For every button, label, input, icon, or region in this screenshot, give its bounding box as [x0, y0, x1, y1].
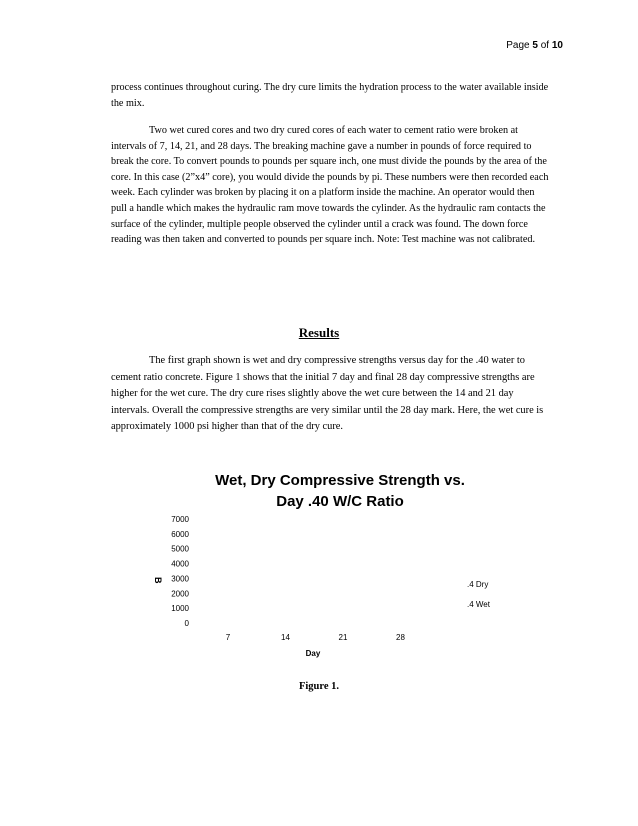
- body-paragraph-3: The first graph shown is wet and dry compressive strengths versus day for the .40 water to cement ratio concrete. Figure 1 shows that the initial 7 day and final 28 day compressive strengths are higher for the wet cure. The dry cure rises slightly above the wet cure between the 14 and 21 day intervals. Overall the compressive strengths are very similar until the 28 day mark. Here, the wet cure is approximately 1000 psi higher than that of the dry cure.: [111, 355, 544, 433]
- x-tick-label: 21: [338, 633, 348, 642]
- chart-title-line-1: Wet, Dry Compressive Strength vs.: [215, 472, 465, 489]
- y-axis-label: B: [153, 577, 163, 584]
- legend-entry: .4 Dry: [467, 580, 489, 589]
- y-tick-label: 6000: [171, 529, 189, 539]
- x-tick-label: 14: [281, 633, 290, 642]
- y-tick-label: 5000: [171, 544, 189, 554]
- y-tick-label: 7000: [171, 515, 189, 524]
- figure-caption: Figure 1.: [298, 681, 340, 692]
- legend-entry: .4 Wet: [467, 600, 490, 609]
- y-tick-label: 4000: [171, 559, 189, 569]
- x-tick-label: 7: [225, 633, 231, 642]
- x-tick-label: 28: [396, 633, 405, 642]
- x-axis-label: Day: [305, 649, 321, 658]
- y-tick-label: 2000: [171, 589, 189, 599]
- chart-title-line-2: Day .40 W/C Ratio: [276, 493, 404, 510]
- y-tick-label: 1000: [171, 604, 189, 614]
- results-heading: Results: [298, 325, 340, 340]
- body-paragraph-2: Two wet cured cores and two dry cured cores of each water to cement ratio were broken at intervals of 7, 14, 21, and 28 days. The breaking machine gave a number in pounds of force required to break the core. To convert pounds to pounds per square inch, one must divide the pounds by the area of the core. In this case (2”x4” core), you would divide the pounds by pi. These numbers were then recorded each week. Each cylinder was broken by placing it on a platform inside the machine. An operator would then pull a handle which makes the hydraulic ram move towards the cylinder. As the hydraulic ram contacts the surface of the cylinder, multiple people observed the cylinder until a crack was found. The down force reading was then taken and converted to pounds per square inch. Note: Test machine was not calibrated.: [111, 125, 549, 246]
- page-number: Page 5 of 10: [506, 40, 563, 51]
- body-paragraph-1: process continues throughout curing. The dry cure limits the hydration process to the water available inside the mix.: [111, 82, 549, 109]
- y-tick-label: 3000: [171, 574, 189, 584]
- y-tick-label: 0: [184, 619, 189, 628]
